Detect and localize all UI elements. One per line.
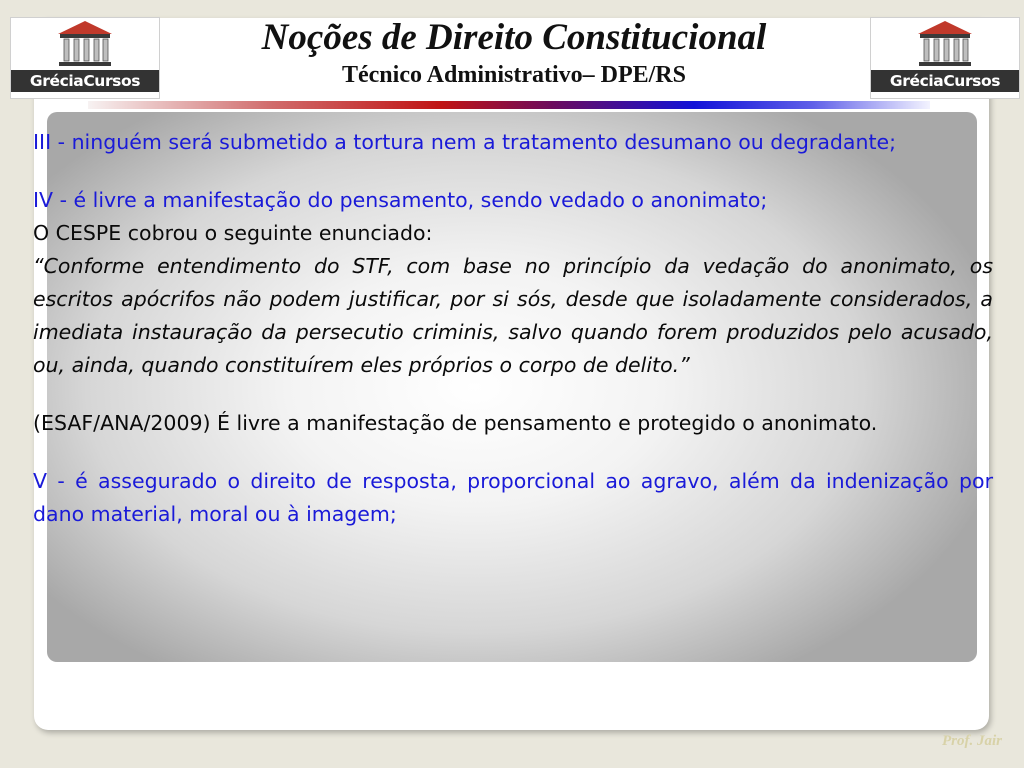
footer-author: Prof. Jair: [942, 733, 1002, 749]
logo-left: [10, 17, 160, 99]
item-iv-paragraph: IV - é livre a manifestação do pensamento, sendo vedado o anonimato;: [33, 188, 768, 212]
page-subtitle: Técnico Administrativo– DPE/RS: [341, 62, 686, 88]
logo-text: GréciaCursos: [871, 70, 1019, 92]
cespe-quote: “Conforme entendimento do STF, com base no princípio da vedação do anonimato, os escritos apócrifos não podem justificar, por si sós, desde que isoladamente considerados, a imediata instauração da persecutio criminis, salvo quando forem produzidos pelo acusado, ou, ainda, quando constituírem eles próprios o corpo de delito.”: [33, 254, 993, 377]
esaf-question: (ESAF/ANA/2009) É livre a manifestação de pensamento e protegido o anonimato.: [33, 411, 878, 435]
item-iii-paragraph: III - ninguém será submetido a tortura nem a tratamento desumano ou degradante;: [33, 130, 897, 154]
page-title: Noções de Direito Constitucional: [261, 17, 767, 58]
logo-right: [870, 17, 1020, 99]
header-gradient-bar: [88, 101, 930, 109]
logo-text: GréciaCursos: [11, 70, 159, 92]
item-v-paragraph: V - é assegurado o direito de resposta, proporcional ao agravo, além da indenização por dano material, moral ou à imagem;: [33, 469, 993, 526]
slide-body: [33, 126, 993, 531]
temple-icon: [56, 20, 114, 70]
cespe-intro: O CESPE cobrou o seguinte enunciado:: [33, 221, 433, 245]
temple-icon: [916, 20, 974, 70]
